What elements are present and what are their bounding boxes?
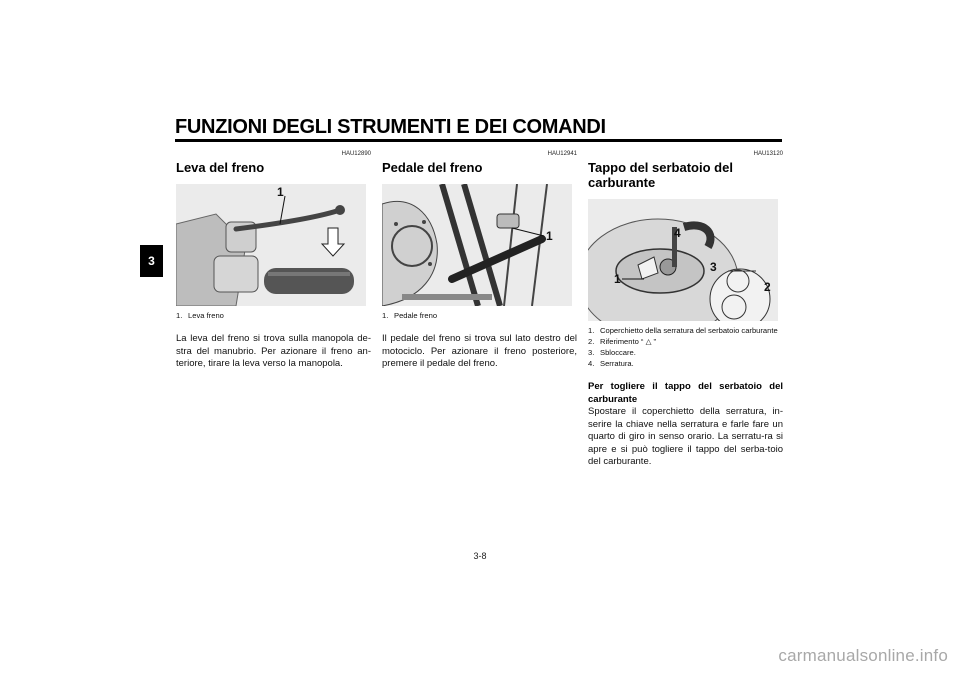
caption-list <box>176 310 371 321</box>
callout-3: 3 <box>710 260 717 274</box>
page-title: FUNZIONI DEGLI STRUMENTI E DEI COMANDI <box>175 116 606 138</box>
brake-lever-illustration <box>176 184 366 306</box>
section-code: HAU13120 <box>753 151 783 157</box>
section-code: HAU12890 <box>341 151 371 157</box>
caption-item: 1. Pedale freno <box>382 311 438 320</box>
callout-1: 1 <box>614 272 621 286</box>
callout-1: 1 <box>546 229 553 243</box>
title-rule <box>175 139 782 142</box>
caption-item: 2. Riferimento “ △ ” <box>588 337 657 346</box>
section-body: La leva del freno si trova sulla manopola de-stra del manubrio. Per azionare il freno an-teriore, tirare la leva verso la manopola. <box>176 333 371 369</box>
caption-item: 1. Leva freno <box>176 311 224 320</box>
page-number: 3-8 <box>473 551 487 561</box>
caption-list <box>382 310 577 321</box>
section-brake-pedal <box>382 150 577 371</box>
caption-item: 4. Serratura. <box>588 359 634 368</box>
section-heading: Leva del freno <box>176 160 265 175</box>
section-fuel-cap <box>588 150 783 469</box>
section-body: Spostare il coperchietto della serratura, in-serire la chiave nella serratura e farle fare un quarto di giro in senso orario. La serratu-ra si apre e si può togliere il tappo del serba-toio del carburante. <box>588 406 783 467</box>
watermark: carmanualsonline.info <box>778 646 948 665</box>
section-body: Il pedale del freno si trova sul lato destro del motociclo. Per azionare il freno posteriore, premere il pedale del freno. <box>382 333 577 369</box>
caption-item: 3. Sbloccare. <box>588 348 636 357</box>
section-code: HAU12941 <box>547 151 577 157</box>
callout-2: 2 <box>764 280 771 294</box>
brake-pedal-illustration <box>382 184 572 306</box>
section-heading: Pedale del freno <box>382 160 483 175</box>
section-subheading: Per togliere il tappo del serbatoio del carburante <box>588 381 783 405</box>
chapter-tab: 3 <box>140 245 163 277</box>
caption-item: 1. Coperchietto della serratura del serbatoio carburante <box>588 326 778 335</box>
section-brake-lever <box>176 150 371 371</box>
fuel-cap-illustration <box>588 199 778 321</box>
section-heading: Tappo del serbatoio del carburante <box>588 160 733 190</box>
callout-1: 1 <box>277 185 284 199</box>
callout-4: 4 <box>674 226 681 240</box>
caption-list <box>588 325 783 369</box>
